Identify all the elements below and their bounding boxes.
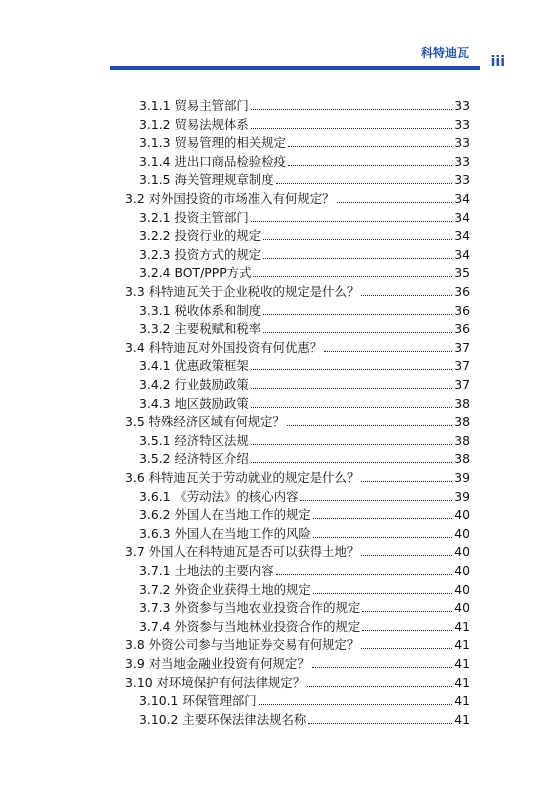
toc-entry[interactable] (139, 450, 470, 468)
dot-leader (251, 450, 452, 463)
dot-leader (361, 636, 452, 649)
toc-entry-page: 41 (454, 711, 470, 727)
dot-leader (251, 432, 452, 445)
dot-leader (313, 525, 452, 538)
dot-leader (251, 116, 452, 129)
toc-entry-label: 3.1.1 贸易主管部门 (139, 98, 249, 113)
dot-leader (287, 413, 452, 426)
toc-entry-page: 33 (454, 135, 470, 151)
dot-leader (288, 153, 452, 166)
toc-entry[interactable] (125, 339, 470, 357)
dot-leader (361, 543, 452, 556)
dot-leader (251, 395, 452, 408)
running-header-title: 科特迪瓦 (420, 46, 469, 60)
dot-leader (312, 655, 452, 668)
toc-entry-page: 34 (454, 209, 470, 225)
toc-entry-label: 3.9 对当地金融业投资有何规定？ (125, 656, 310, 671)
toc-entry-label: 3.7.4 外资参与当地林业投资合作的规定 (139, 618, 361, 634)
toc-entry[interactable] (139, 97, 470, 115)
dot-leader (276, 171, 453, 184)
toc-entry[interactable] (139, 116, 470, 134)
toc-entry-page: 36 (454, 302, 470, 318)
toc-entry-page: 34 (454, 246, 470, 262)
toc-entry-label: 3.10.2 主要环保法律法规名称 (139, 711, 307, 727)
toc-entry[interactable] (139, 320, 470, 338)
toc-entry-page: 35 (454, 265, 470, 281)
toc-entry-page: 41 (454, 637, 470, 653)
toc-entry-page: 38 (454, 451, 470, 467)
dot-leader (253, 264, 452, 277)
toc-entry-label: 3.3.2 主要税赋和税率 (139, 321, 262, 337)
toc-entry-label: 3.7.2 外资企业获得土地的规定 (139, 581, 311, 597)
dot-leader (337, 190, 453, 203)
toc-entry[interactable] (139, 357, 470, 375)
toc-entry[interactable] (139, 711, 470, 729)
toc-entry[interactable] (139, 302, 470, 320)
toc-entry[interactable] (139, 153, 470, 171)
toc-entry-label: 3.3 科特迪瓦关于企业税收的规定是什么？ (125, 284, 360, 299)
dot-leader (259, 692, 453, 705)
dot-leader (251, 97, 452, 110)
toc-entry-label: 3.5 特殊经济区域有何规定？ (125, 414, 285, 430)
toc-entry[interactable] (139, 395, 470, 413)
toc-entry[interactable] (139, 264, 470, 282)
toc-entry-label: 3.7 外国人在科特迪瓦是否可以获得土地？ (125, 544, 360, 560)
toc-entry-page: 40 (454, 507, 470, 523)
toc-entry[interactable] (139, 692, 470, 710)
toc-entry[interactable] (139, 246, 470, 264)
toc-entry[interactable] (139, 432, 470, 450)
toc-entry-page: 37 (454, 339, 470, 355)
toc-entry-page: 41 (454, 618, 470, 634)
toc-entry[interactable] (139, 227, 470, 245)
toc-entry[interactable] (125, 655, 470, 673)
dot-leader (324, 339, 452, 352)
toc-entry-label: 3.6.3 外国人在当地工作的风险 (139, 525, 311, 541)
dot-leader (361, 469, 452, 482)
toc-entry[interactable] (139, 618, 470, 636)
toc-entry[interactable] (139, 171, 470, 189)
dot-leader (263, 246, 452, 259)
toc-entry-label: 3.10 对环境保护有何法律规定？ (125, 674, 306, 690)
dot-leader (251, 209, 452, 222)
dot-leader (361, 283, 452, 296)
toc-entry-page: 39 (454, 470, 470, 485)
toc-entry-label: 3.5.1 经济特区法规 (139, 432, 249, 448)
toc-entry-label: 3.4.2 行业鼓励政策 (139, 377, 249, 392)
dot-leader (313, 506, 452, 519)
toc-entry-label: 3.3.1 税收体系和制度 (139, 302, 262, 318)
page-number: iii (490, 54, 505, 70)
toc-entry-page: 41 (454, 656, 470, 671)
toc-entry-page: 33 (454, 153, 470, 169)
toc-entry-label: 3.2.2 投资行业的规定 (139, 228, 262, 244)
toc-entry[interactable] (139, 376, 470, 394)
toc-entry-page: 41 (454, 693, 470, 709)
toc-entry[interactable] (139, 506, 470, 524)
toc-entry-page: 33 (454, 172, 470, 188)
dot-leader (313, 581, 452, 594)
toc-entry-label: 3.1.4 进出口商品检验检疫 (139, 153, 286, 169)
toc-entry[interactable] (125, 190, 470, 208)
toc-entry-label: 3.5.2 经济特区介绍 (139, 451, 249, 467)
toc-entry-page: 40 (454, 563, 470, 578)
toc-entry-label: 3.4.1 优惠政策框架 (139, 358, 249, 374)
toc-entry-page: 34 (454, 228, 470, 244)
toc-entry-label: 3.2 对外国投资的市场准入有何规定？ (125, 191, 335, 206)
toc-entry-label: 3.7.1 土地法的主要内容 (139, 563, 274, 578)
toc-entry-page: 38 (454, 414, 470, 430)
toc-entry-page: 40 (454, 525, 470, 541)
toc-entry[interactable] (139, 562, 470, 580)
toc-entry-label: 3.1.2 贸易法规体系 (139, 116, 249, 132)
toc-entry-page: 40 (454, 581, 470, 597)
toc-entry-label: 3.2.1 投资主管部门 (139, 209, 249, 225)
dot-leader (251, 376, 452, 389)
toc-entry-label: 3.1.3 贸易管理的相关规定 (139, 135, 286, 151)
toc-entry[interactable] (125, 674, 470, 692)
toc-entry-label: 3.4 科特迪瓦对外国投资有何优惠？ (125, 339, 323, 355)
dot-leader (251, 357, 452, 370)
dot-leader (362, 599, 452, 612)
toc-entry-label: 3.6 科特迪瓦关于劳动就业的规定是什么？ (125, 470, 360, 485)
toc-entry-page: 33 (454, 116, 470, 132)
toc-entry-page: 36 (454, 284, 470, 299)
toc-entry-page: 37 (454, 358, 470, 374)
toc-entry[interactable] (125, 543, 470, 561)
toc-entry-page: 41 (454, 674, 470, 690)
toc-entry[interactable] (125, 283, 470, 301)
toc-entry-label: 3.6.2 外国人在当地工作的规定 (139, 507, 311, 523)
toc-entry-page: 37 (454, 377, 470, 392)
toc-entry-label: 3.10.1 环保管理部门 (139, 693, 257, 709)
toc-entry-page: 34 (454, 191, 470, 206)
toc-entry-page: 38 (454, 395, 470, 411)
dot-leader (288, 134, 452, 147)
toc-entry-page: 40 (454, 600, 470, 616)
toc-entry-page: 36 (454, 321, 470, 337)
toc-entry-label: 3.8 外资公司参与当地证券交易有何规定？ (125, 637, 360, 653)
toc-entry[interactable] (125, 469, 470, 487)
dot-leader (308, 711, 452, 724)
toc-entry-page: 38 (454, 432, 470, 448)
dot-leader (263, 302, 452, 315)
toc-entry[interactable] (139, 209, 470, 227)
dot-leader (263, 320, 452, 333)
header-rule (110, 66, 480, 70)
toc-entry-label: 3.4.3 地区鼓励政策 (139, 395, 249, 411)
dot-leader (362, 618, 452, 631)
toc-entry-label: 3.6.1 《劳动法》的核心内容 (139, 488, 299, 504)
toc-entry[interactable] (139, 525, 470, 543)
toc-entry[interactable] (139, 134, 470, 152)
toc-entry[interactable] (139, 599, 470, 617)
dot-leader (307, 674, 452, 687)
toc-entry[interactable] (139, 488, 470, 506)
toc-entry-label: 3.2.4 BOT/PPP方式 (139, 265, 252, 281)
toc-entry[interactable] (139, 581, 470, 599)
toc-entry-page: 40 (454, 544, 470, 560)
toc-entry-label: 3.1.5 海关管理规章制度 (139, 172, 274, 188)
toc-entry-label: 3.7.3 外资参与当地农业投资合作的规定 (139, 600, 361, 616)
dot-leader (300, 488, 452, 501)
dot-leader (276, 562, 453, 575)
toc-entry[interactable] (125, 636, 470, 654)
toc-entry-label: 3.2.3 投资方式的规定 (139, 246, 262, 262)
toc-entry[interactable] (125, 413, 470, 431)
dot-leader (263, 227, 452, 240)
toc-entry-page: 39 (454, 488, 470, 504)
toc-entry-page: 33 (454, 98, 470, 113)
